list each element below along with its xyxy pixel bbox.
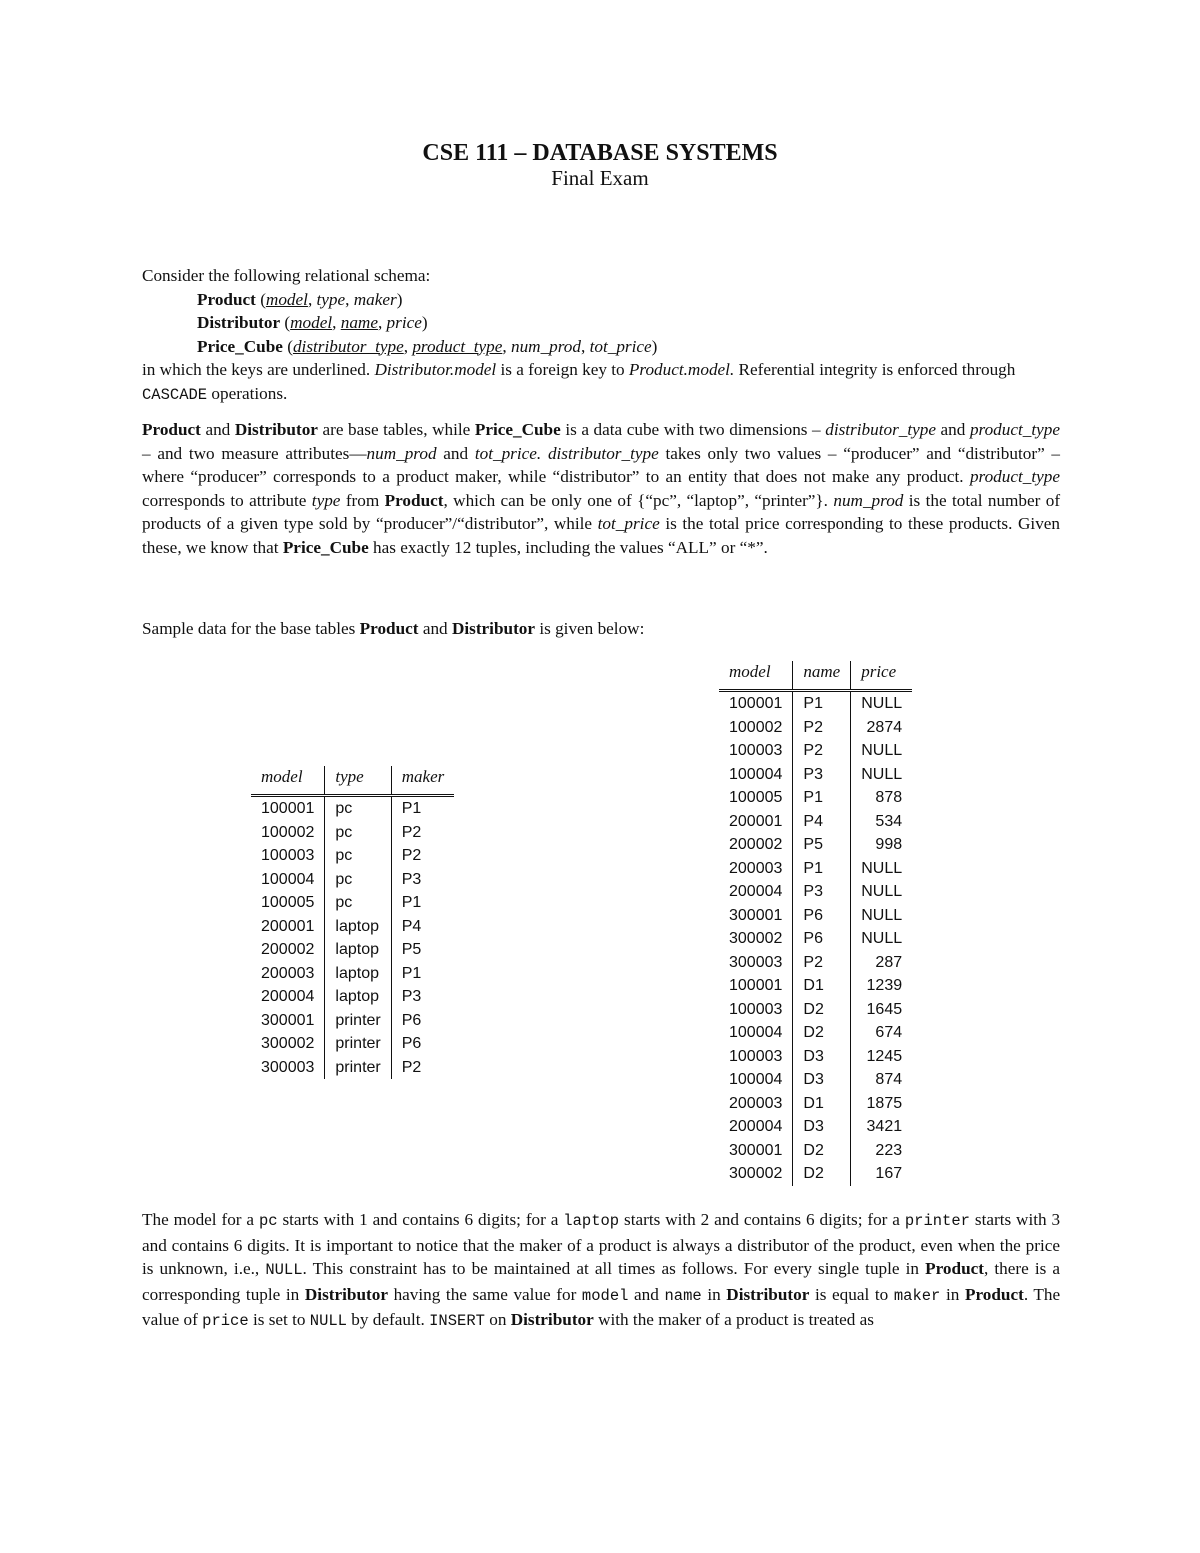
p2-part: and (205, 420, 231, 439)
column-header-maker: maker (391, 766, 454, 796)
p4-part: starts with 2 and contains 6 digits; for a (624, 1210, 900, 1229)
table-cell: P6 (401, 1011, 422, 1029)
table-cell: 200004 (719, 880, 793, 904)
p3-part: Distributor (451, 619, 536, 638)
table-cell: pc (325, 868, 391, 892)
constraint-description (142, 1208, 1060, 1334)
table-cell: D3 (793, 1045, 851, 1069)
table-cell: 1875 (866, 1094, 903, 1112)
table-cell: 100003 (719, 998, 793, 1022)
table-cell: laptop (325, 962, 391, 986)
p4-part: . The value of (142, 1284, 1061, 1329)
p2-part: is a data cube with two dimensions – (565, 420, 821, 439)
p4-part: by default. (351, 1310, 425, 1329)
p2-part: – and two measure attributes— (142, 443, 367, 463)
table-cell: 200004 (719, 1115, 793, 1139)
table-cell: 300001 (719, 1139, 793, 1163)
table-cell: 874 (875, 1071, 903, 1088)
product-header-row (251, 766, 454, 796)
table-cell: pc (325, 844, 391, 868)
table-cell: P3 (401, 988, 422, 1005)
p2-part: Product (142, 420, 201, 439)
table-cell: D2 (793, 1021, 851, 1045)
table-row (251, 844, 454, 868)
table-cell: printer (325, 1032, 391, 1056)
table-row (251, 891, 454, 915)
table-row (251, 985, 454, 1009)
p2-part: from (345, 490, 380, 510)
p4-part: in (707, 1284, 721, 1304)
attribute: num_prod (510, 336, 581, 356)
table-row (251, 915, 454, 939)
table-cell: D3 (793, 1115, 851, 1139)
p4-part: is equal to (814, 1284, 889, 1304)
table-cell: D1 (793, 1092, 851, 1116)
table-cell: 200003 (719, 1092, 793, 1116)
column-header-price: price (851, 661, 912, 691)
table-cell: laptop (325, 915, 391, 939)
note-text: in which the keys are underlined. (142, 360, 371, 379)
key-attribute: model (265, 289, 308, 309)
table-cell: 100002 (251, 821, 325, 845)
table-cell: D3 (793, 1068, 851, 1092)
intro-lead: Consider the following relational schema: (142, 266, 431, 285)
table-row (719, 1092, 912, 1116)
table-cell: D2 (793, 1162, 851, 1186)
table-cell: P1 (793, 691, 851, 716)
p2-part: and (443, 443, 469, 463)
column-header-name: name (793, 661, 851, 691)
p2-part: Price_Cube (282, 537, 369, 557)
table-cell: 200003 (719, 857, 793, 881)
table-cell: 300002 (719, 927, 793, 951)
table-cell: 100004 (251, 868, 325, 892)
table-row (719, 1139, 912, 1163)
schema-product: Product (model, type, maker) (197, 289, 403, 309)
fk-from: Distributor.model (374, 360, 497, 379)
table-cell: 300003 (719, 951, 793, 975)
table-cell: 100003 (251, 844, 325, 868)
attribute: maker (353, 289, 397, 309)
p4-part: in (945, 1284, 960, 1304)
p2-part: Product (384, 490, 444, 510)
table-cell: P4 (793, 810, 851, 834)
p4-part: laptop (563, 1212, 620, 1230)
table-cell: 2874 (866, 718, 903, 736)
table-cell: 534 (875, 812, 903, 830)
attribute: type (316, 289, 346, 309)
p4-part: NULL (265, 1261, 303, 1279)
key-attribute: distributor_type (292, 336, 404, 356)
p4-part: on (489, 1310, 507, 1329)
p4-part: model (581, 1286, 629, 1305)
p4-part: NULL (309, 1312, 347, 1330)
table-cell: 100004 (719, 1021, 793, 1045)
table-cell: 1645 (866, 1000, 903, 1018)
table-cell: P1 (793, 786, 851, 810)
p2-part: product_type (969, 420, 1060, 439)
p2-part: is the total price corresponding to these products. Given these, we know that (142, 514, 1061, 557)
key-attribute: name (340, 313, 378, 332)
p2-part: tot_price (597, 514, 660, 533)
p2-part: are base tables, while (322, 420, 471, 439)
table-cell: 1245 (866, 1047, 903, 1065)
p4-part: . This constraint has to be maintained at all times as follows. For every single tuple in (302, 1259, 920, 1278)
note-text: Referential integrity is enforced through (738, 360, 1016, 379)
table-cell: 100001 (719, 974, 793, 998)
table-cell: pc (325, 821, 391, 845)
table-cell: D1 (793, 974, 851, 998)
table-row (251, 938, 454, 962)
schema-name: Product (197, 289, 256, 309)
p2-part: distributor_type (825, 420, 936, 439)
table-cell: 100003 (719, 739, 793, 763)
table-cell: 300003 (251, 1056, 325, 1080)
table-cell: 300002 (251, 1032, 325, 1056)
table-cell: 100003 (719, 1045, 793, 1069)
p4-part: , there is a corresponding tuple in (142, 1259, 1061, 1304)
table-cell: 3421 (866, 1118, 903, 1135)
schema-name: Price_Cube (197, 336, 283, 356)
table-row (719, 998, 912, 1022)
table-cell: P3 (401, 870, 422, 888)
table-cell: 1239 (866, 977, 903, 994)
table-cell: P1 (401, 894, 422, 911)
table-cell: P1 (793, 857, 851, 881)
p2-part: product_type (969, 467, 1060, 486)
p4-part: price (202, 1312, 249, 1330)
p3-part: Sample data for the base tables (142, 619, 356, 638)
p2-part: has exactly 12 tuples, including the values “ALL” or “*”. (373, 537, 768, 557)
p2-part: distributor_type (547, 443, 659, 463)
p3-part: Product (359, 619, 419, 638)
p3-part: is given below: (539, 619, 645, 638)
table-cell: 100004 (719, 763, 793, 787)
table-row (251, 796, 454, 821)
column-header-model: model (719, 661, 793, 691)
table-cell: 878 (875, 789, 903, 806)
table-cell: P2 (401, 847, 422, 864)
p2-part: tot_price. (474, 443, 542, 463)
table-cell: P2 (401, 1058, 422, 1076)
schema-distributor: Distributor (model, name, price) (197, 313, 428, 332)
table-cell: P1 (401, 964, 422, 982)
table-cell: 100001 (251, 796, 325, 821)
table-row (719, 1021, 912, 1045)
table-row (251, 962, 454, 986)
p4-part: Distributor (510, 1310, 594, 1329)
table-cell: P3 (793, 763, 851, 787)
table-cell: 200003 (251, 962, 325, 986)
table-row (719, 1115, 912, 1139)
p4-part: starts with 1 and contains 6 digits; for a (282, 1210, 559, 1229)
table-row (251, 868, 454, 892)
table-cell: 200001 (719, 810, 793, 834)
table-row (719, 927, 912, 951)
attribute: tot_price (589, 336, 652, 356)
p2-part: num_prod (833, 490, 904, 510)
table-cell: 300002 (719, 1162, 793, 1186)
p4-part: Product (964, 1284, 1024, 1304)
p2-part: Price_Cube (474, 420, 561, 439)
table-cell: pc (325, 796, 391, 821)
table-row (719, 1068, 912, 1092)
table-cell: 200002 (719, 833, 793, 857)
table-cell: P2 (793, 951, 851, 975)
table-cell: NULL (861, 765, 903, 783)
table-cell: P3 (793, 880, 851, 904)
table-cell: P2 (793, 739, 851, 763)
table-cell: 223 (875, 1141, 903, 1159)
table-row (719, 810, 912, 834)
product-rows (251, 796, 454, 1080)
table-cell: pc (325, 891, 391, 915)
column-header-type: type (325, 766, 391, 796)
page-subtitle: Final Exam (551, 166, 649, 190)
p2-part: , which can be only one of {“pc”, “laptop”, “printer”}. (443, 490, 828, 510)
p4-part: INSERT (429, 1312, 485, 1330)
table-cell: laptop (325, 938, 391, 962)
p2-part: Distributor (234, 420, 318, 439)
attribute: price (386, 313, 422, 332)
table-cell: P1 (401, 800, 422, 817)
table-row (719, 974, 912, 998)
table-cell: NULL (861, 859, 903, 877)
distributor-table (719, 661, 912, 1186)
table-row (719, 833, 912, 857)
table-cell: NULL (861, 695, 903, 712)
cascade-keyword: CASCADE (142, 385, 208, 404)
table-row (719, 857, 912, 881)
cube-description (142, 418, 1060, 559)
table-cell: NULL (861, 906, 903, 924)
table-cell: D2 (793, 1139, 851, 1163)
p2-part: is the total number of products of a given type sold by “producer”/“distributor”, while (142, 490, 1061, 533)
table-cell: 300001 (719, 904, 793, 928)
p4-part: The model for a (142, 1210, 255, 1229)
p4-part: printer (904, 1212, 970, 1230)
table-row (719, 880, 912, 904)
table-row (719, 786, 912, 810)
note-text: operations. (211, 383, 288, 403)
table-cell: 100001 (719, 691, 793, 716)
p2-part: num_prod (366, 443, 437, 463)
table-row (251, 1032, 454, 1056)
table-cell: D2 (793, 998, 851, 1022)
table-row (719, 1162, 912, 1186)
table-cell: 300001 (251, 1009, 325, 1033)
table-cell: P2 (401, 823, 422, 841)
p3-part: and (422, 619, 448, 638)
p4-part: Product (925, 1259, 984, 1278)
schema-notes (142, 358, 1060, 407)
p4-part: is set to (252, 1310, 306, 1329)
p4-part: and (634, 1284, 659, 1304)
table-cell: 100005 (719, 786, 793, 810)
p4-part: with the maker of a product is treated as (598, 1310, 874, 1329)
table-cell: 674 (875, 1024, 903, 1041)
p4-part: Distributor (726, 1284, 810, 1304)
product-table (251, 766, 454, 1079)
distributor-header-row (719, 661, 912, 691)
table-cell: NULL (861, 930, 903, 947)
p4-part: starts with 3 and contains 6 digits. It is important to notice that the maker of a product is always a distributor of the product, even when the price is unknown, i.e., (142, 1210, 1061, 1278)
p4-part: pc (258, 1212, 278, 1230)
table-row (251, 1056, 454, 1080)
table-cell: P4 (401, 917, 422, 935)
key-attribute: product_type (412, 336, 503, 356)
p4-part: having the same value for (393, 1284, 577, 1304)
schema-intro (142, 264, 1060, 407)
p2-part: and (940, 420, 966, 439)
p4-part: name (664, 1286, 702, 1305)
table-cell: P6 (793, 904, 851, 928)
table-cell: 287 (875, 953, 903, 971)
table-cell: P5 (793, 833, 851, 857)
table-cell: 167 (875, 1165, 903, 1182)
sample-data-intro (142, 617, 1060, 641)
page-title: CSE 111 – DATABASE SYSTEMS (422, 140, 778, 166)
table-cell: printer (325, 1056, 391, 1080)
table-cell: NULL (861, 883, 903, 900)
table-cell: laptop (325, 985, 391, 1009)
column-header-model: model (251, 766, 325, 796)
table-cell: 100004 (719, 1068, 793, 1092)
table-cell: 200001 (251, 915, 325, 939)
table-cell: 100005 (251, 891, 325, 915)
table-row (251, 1009, 454, 1033)
p4-part: maker (893, 1286, 941, 1305)
table-cell: P6 (401, 1035, 422, 1052)
table-cell: P5 (401, 941, 422, 958)
schema-name: Distributor (197, 313, 281, 332)
table-row (719, 739, 912, 763)
fk-to: Product.model. (628, 360, 735, 379)
table-row (719, 951, 912, 975)
schema-price-cube: Price_Cube (distributor_type, product_type, num_prod, tot_price) (197, 336, 658, 356)
distributor-rows (719, 691, 912, 1186)
table-row (719, 763, 912, 787)
p4-part: Distributor (304, 1284, 388, 1304)
table-cell: 100002 (719, 716, 793, 740)
note-text: is a foreign key to (500, 360, 625, 379)
table-cell: 998 (875, 836, 903, 853)
table-row (251, 821, 454, 845)
table-cell: 200002 (251, 938, 325, 962)
table-cell: printer (325, 1009, 391, 1033)
table-cell: 200004 (251, 985, 325, 1009)
table-cell: NULL (861, 742, 903, 759)
table-row (719, 1045, 912, 1069)
table-row (719, 904, 912, 928)
table-cell: P6 (793, 927, 851, 951)
p2-part: takes only two values – “producer” and “distributor” – where “producer” corresponds to a product maker, while “distributor” to an entity that does not make any product. (142, 443, 1061, 486)
table-cell: P2 (793, 716, 851, 740)
p2-part: type (311, 490, 341, 510)
key-attribute: model (290, 313, 333, 332)
table-row (719, 716, 912, 740)
table-row (719, 691, 912, 716)
p2-part: corresponds to attribute (142, 490, 307, 510)
